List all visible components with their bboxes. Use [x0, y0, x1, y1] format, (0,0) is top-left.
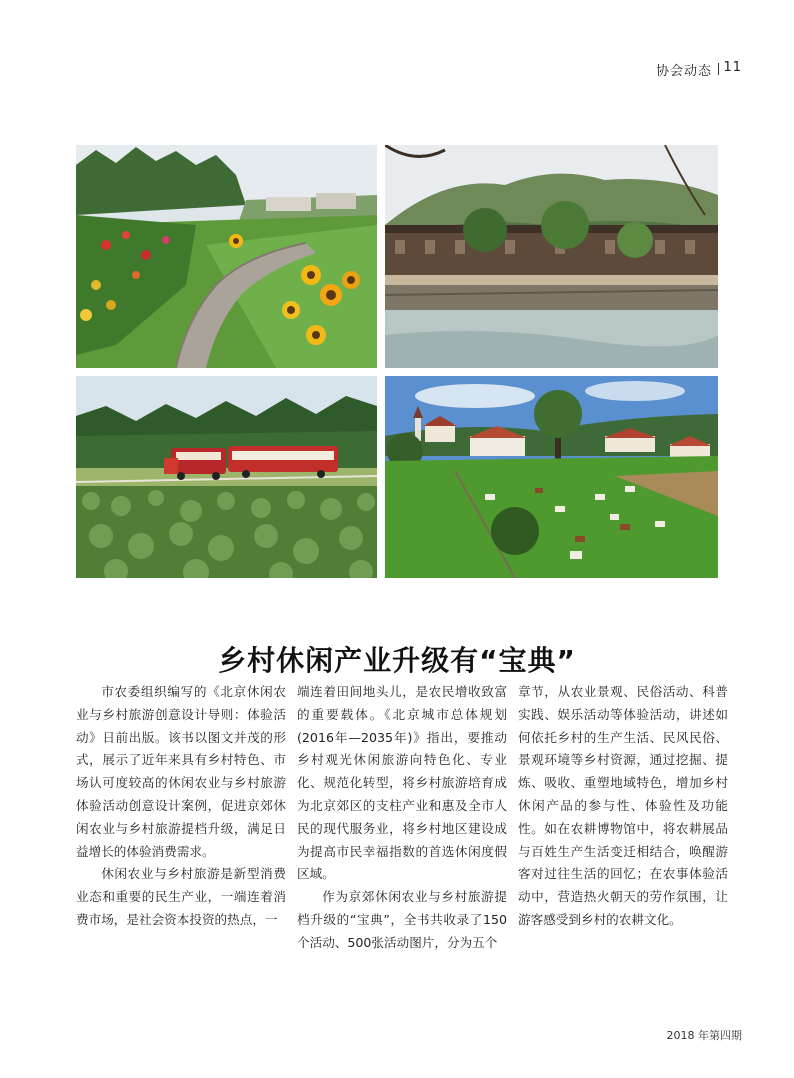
sightseeing-train-field-photo — [76, 376, 377, 578]
column-3-paragraph-1: 章节，从农业景观、民俗活动、科普实践、娱乐活动等体验活动，讲述如何依托乡村的生产生活、民风民俗、景观环境等乡村资源，通过挖掘、提炼、吸收、重塑地域特色，增加乡村休闲产品的参与性、体验性及功能性。如在农耕博物馆中，将农耕展品与百姓生产生活变迁相结合，唤醒游客对过往生活的回忆；在农事体验活动中，营造热火朝天的劳作氛围，让游客感受到乡村的农耕文化。 — [518, 684, 728, 927]
section-label: 协会动态 — [655, 64, 712, 79]
pasture-cows-village-photo — [385, 376, 718, 578]
column-2-paragraph-1: 端连着田间地头儿，是农民增收致富的重要载体。《北京城市总体规划(2016年—2035年)》指出，要推动乡村观光休闲旅游向特色化、专业化、规范化转型，将乡村旅游培育成为北京郊区的支柱产业和惠及全市人民的现代服务业，将乡村地区建设成为提高市民幸福指数的首选休闲度假区域。 — [297, 684, 507, 882]
running-header — [0, 60, 794, 80]
village-pond-hills-photo — [385, 145, 718, 368]
column-1-paragraph-1: 市农委组织编写的《北京休闲农业与乡村旅游创意设计导则：体验活动》日前出版。该书以图文并茂的形式，展示了近年来具有乡村特色、市场认可度较高的休闲农业与乡村旅游体验活动创意设计案例，促进京郊休闲农业与乡村旅游提档升级，满足日益增长的体验消费需求。 — [76, 684, 286, 859]
garden-boardwalk-sunflowers-photo — [76, 145, 377, 368]
article-column-1 — [76, 681, 286, 932]
issue-label: 2018 年第四期 — [666, 1029, 742, 1042]
header-divider — [718, 63, 719, 75]
article-column-3 — [518, 681, 728, 932]
page-number: 11 — [723, 60, 742, 75]
article-column-2 — [297, 681, 507, 955]
article-title: 乡村休闲产业升级有“宝典” — [218, 643, 576, 677]
column-1-paragraph-2: 休闲农业与乡村旅游是新型消费业态和重要的民生产业，一端连着消费市场，是社会资本投资的热点，一 — [76, 866, 286, 927]
column-2-paragraph-2: 作为京郊休闲农业与乡村旅游提档升级的“宝典”，全书共收录了150个活动、500张活动图片，分为五个 — [297, 889, 507, 950]
